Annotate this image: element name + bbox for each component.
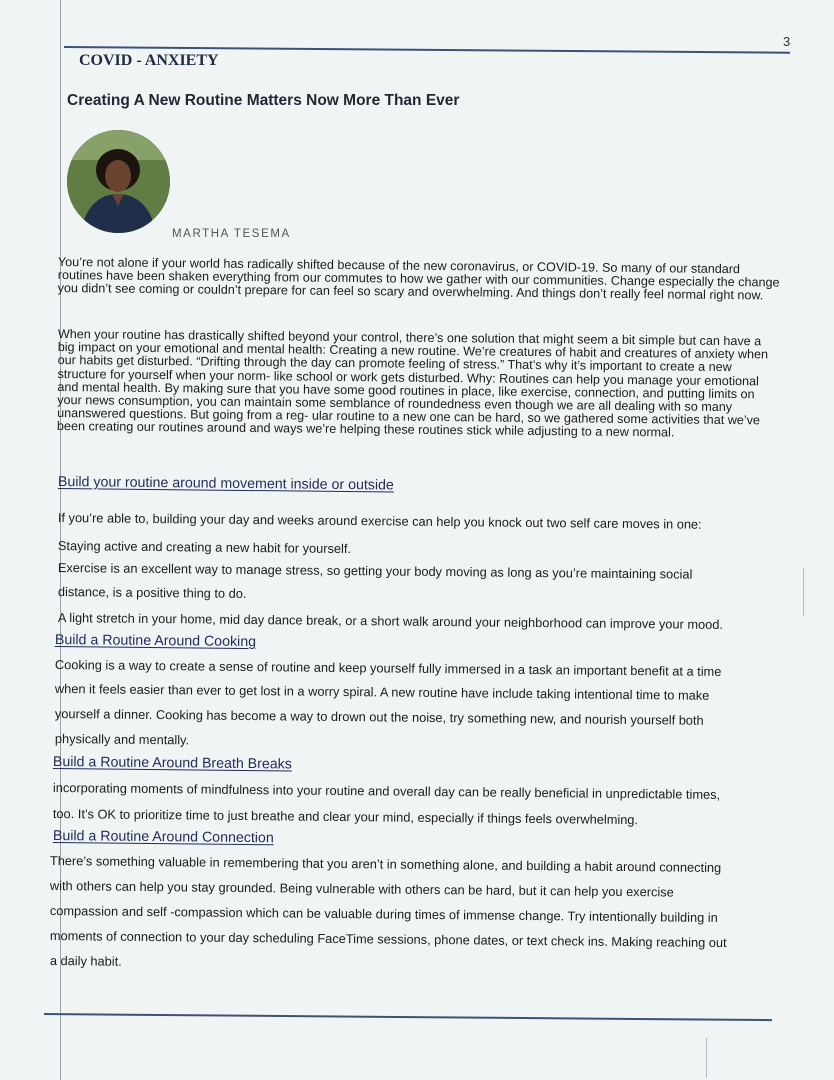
cooking-line: when it feels easier than ever to get lost in a worry spiral. A new routine have include taking intentional time to make [54,681,710,703]
scan-mark-bottom [706,1038,707,1078]
heading-connection: Build a Routine Around Connection [52,828,274,847]
movement-line: A light stretch in your home, mid day dance break, or a short walk around your neighborhood can improve your mood. [57,610,724,632]
breath-line: too. It’s OK to prioritize time to just breathe and clear your mind, especially if things feels overwhelming. [52,806,639,828]
connection-line: with others can help you stay grounded. Being vulnerable with others can be hard, but it can help you exercise [49,878,674,900]
scan-mark-right [803,568,804,616]
heading-cooking: Build a Routine Around Cooking [54,632,257,651]
connection-line: moments of connection to your day scheduling FaceTime sessions, phone dates, or text check ins. Making reaching out [49,928,727,951]
cooking-line: physically and mentally. [54,731,190,748]
connection-line: a daily habit. [49,953,122,969]
movement-line: Staying active and creating a new habit for yourself. [57,538,352,557]
movement-line: distance, is a positive thing to do. [57,584,247,601]
article-title: Creating A New Routine Matters Now More Than Ever [67,92,460,109]
section-title: COVID - ANXIETY [79,52,219,69]
connection-line: compassion and self -compassion which can be valuable during times of immense change. Try intentionally building in [49,903,718,925]
footer-rule [44,1013,772,1021]
intro-paragraph: You’re not alone if your world has radically shifted because of the new coronavirus, or COVID-19. So many of our standard routines have been shaken everything from our commutes to how we gather with our communities. Change especially the change you didn’t see coming or couldn’t prepare for can feel so scary and overwhelming. And things don’t really feel normal right now. [57,255,780,303]
movement-line: If you’re able to, building your day and weeks around exercise can help you knock out two self care moves in one: [57,510,702,532]
breath-line: incorporating moments of mindfulness into your routine and overall day can be really beneficial in unpredictable times, [52,780,721,802]
heading-movement: Build your routine around movement inside or outside [57,474,394,494]
connection-line: There’s something valuable in remembering that you aren’t in something alone, and building a habit around connecting [49,853,722,876]
author-portrait-illustration [67,130,170,233]
cooking-line: Cooking is a way to create a sense of routine and keep yourself fully immersed in a task an important benefit at a time [54,657,722,679]
second-paragraph: When your routine has drastically shifted beyond your control, there’s one solution that might seem a bit simple but can have a big impact on your emotional and mental health: Creating a new routine. We’re creatures of habit and creatures of anxiety when our habits get disturbed. “Drifting through the day can promote feeling of stress.” That’s why it’s important to create a new structure for yourself when your norm- like school or work gets disturbed. Why: Routines can help you manage your emotional and mental health. By making sure that you have some good routines in place, like exercise, connection, and putting limits on your news consumption, you can maintain some semblance of roundedness even though we are all dealing with so many unanswered questions. But going from a reg- ular routine to a new one can be hard, so we gathered some activities that we’ve been creating our routines around and ways we’re helping these routines stick while adjusting to a new normal. [56,327,769,440]
page-number: 3 [783,34,791,49]
author-name: MARTHA TESEMA [172,228,291,240]
movement-line: Exercise is an excellent way to manage stress, so getting your body moving as long as you’re maintaining social [57,560,693,582]
heading-breath: Build a Routine Around Breath Breaks [52,754,292,773]
author-photo [67,130,170,233]
cooking-line: yourself a dinner. Cooking has become a way to drown out the noise, try something new, and nourish yourself both [54,706,704,728]
